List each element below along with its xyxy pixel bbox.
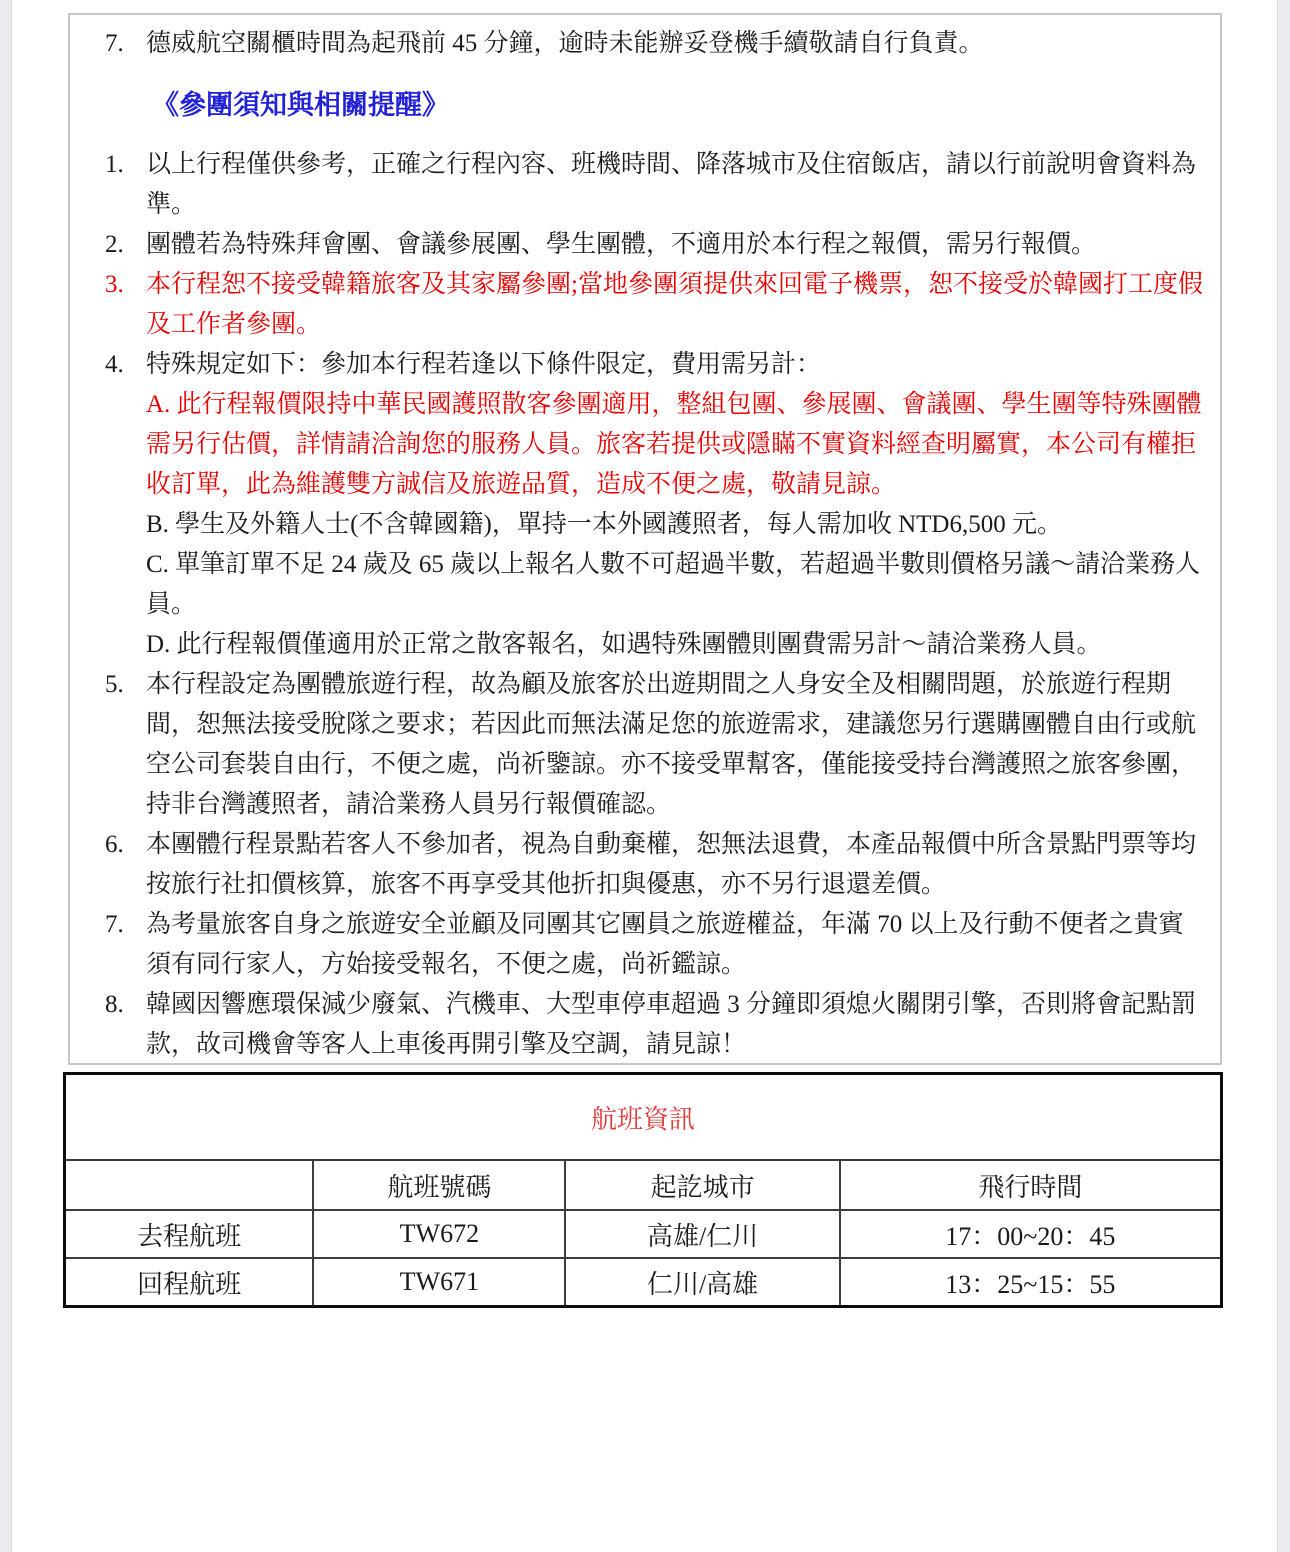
- flight-row-time: 13：25~15：55: [840, 1258, 1222, 1307]
- flight-row-route: 仁川/高雄: [565, 1258, 839, 1307]
- flight-row: [65, 1210, 1222, 1258]
- notice-subitem-A: A. 此行程報價限持中華民國護照散客參團適用，整組包團、參展團、會議團、學生團等特殊團體需另行估價，詳情請洽詢您的服務人員。旅客若提供或隱瞞不實資料經查明屬實，本公司有權拒收訂單，此為維護雙方誠信及旅遊品質，造成不便之處，敬請見諒。: [146, 391, 1202, 498]
- flight-info-table: [63, 1072, 1223, 1308]
- airline-counter-notice: [70, 23, 1220, 65]
- notice-text: 本行程恕不接受韓籍旅客及其家屬參團;當地參團須提供來回電子機票，恕不接受於韓國打工度假及工作者參團。: [146, 271, 1203, 338]
- flight-row-route: 高雄/仁川: [565, 1210, 839, 1258]
- flight-row: [65, 1258, 1222, 1307]
- notice-item-8: [70, 985, 1220, 1065]
- notice-number: 2.: [105, 231, 124, 258]
- header-flight-time: 飛行時間: [840, 1160, 1222, 1210]
- header-route: 起訖城市: [565, 1160, 839, 1210]
- notice-text: 團體若為特殊拜會團、會議參展團、學生團體，不適用於本行程之報價，需另行報價。: [146, 231, 1097, 258]
- notice-subitem-B: B. 學生及外籍人士(不含韓國籍)，單持一本外國護照者，每人需加收 NTD6,500 元。: [146, 511, 1062, 538]
- flight-row-number: TW671: [313, 1258, 565, 1307]
- left-page-gutter: [0, 0, 12, 1552]
- notice-item-2: [70, 225, 1220, 265]
- flight-row-label: 回程航班: [65, 1258, 314, 1307]
- notice-number: 7.: [105, 30, 124, 57]
- notice-item-4: [70, 345, 1220, 385]
- notice-number: 8.: [105, 991, 124, 1018]
- flight-row-label: 去程航班: [65, 1210, 314, 1258]
- notice-text: 德威航空關櫃時間為起飛前 45 分鐘，逾時未能辦妥登機手續敬請自行負責。: [146, 30, 984, 57]
- notice-subitem-C: C. 單筆訂單不足 24 歲及 65 歲以上報名人數不可超過半數，若超過半數則價格另議～請洽業務人員。: [146, 551, 1201, 618]
- right-page-gutter: [1277, 0, 1290, 1552]
- notice-text: 韓國因響應環保減少廢氣、汽機車、大型車停車超過 3 分鐘即須熄火關閉引擎，否則將會記點罰款，故司機會等客人上車後再開引擎及空調，請見諒！: [146, 991, 1197, 1058]
- notice-item-7: [70, 905, 1220, 985]
- flight-table-title: 航班資訊: [65, 1074, 1222, 1161]
- notice-text: 本行程設定為團體旅遊行程，故為顧及旅客於出遊期間之人身安全及相關問題，於旅遊行程期間，恕無法接受脫隊之要求；若因此而無法滿足您的旅遊需求，建議您另行選購團體自由行或航空公司套裝自由行，不便之處，尚祈鑒諒。亦不接受單幫客，僅能接受持台灣護照之旅客參團，持非台灣護照者，請洽業務人員另行報價確認。: [146, 671, 1197, 818]
- notice-number: 1.: [105, 151, 124, 178]
- notice-subitem-D: D. 此行程報價僅適用於正常之散客報名，如遇特殊團體則團費需另計～請洽業務人員。: [146, 631, 1102, 658]
- header-empty-cell: [65, 1160, 314, 1210]
- notice-item-3: [70, 265, 1220, 345]
- notice-item-5: [70, 665, 1220, 825]
- notice-list: [70, 145, 1220, 1065]
- header-flight-number: 航班號碼: [313, 1160, 565, 1210]
- flight-table-title-row: [65, 1074, 1222, 1161]
- notice-text: 以上行程僅供參考，正確之行程內容、班機時間、降落城市及住宿飯店，請以行前說明會資料為準。: [146, 151, 1197, 218]
- flight-table-header-row: [65, 1160, 1222, 1210]
- section-heading: 《參團須知與相關提醒》: [152, 90, 449, 120]
- notice-number: 7.: [105, 911, 124, 938]
- notice-number: 5.: [105, 671, 124, 698]
- notice-item-1: [70, 145, 1220, 225]
- terms-section: [68, 13, 1222, 1065]
- flight-table-body: [65, 1210, 1222, 1307]
- notice-number: 4.: [105, 351, 124, 378]
- notice-text: 為考量旅客自身之旅遊安全並顧及同團其它團員之旅遊權益，年滿 70 以上及行動不便者之貴賓須有同行家人，方始接受報名，不便之處，尚祈鑑諒。: [146, 911, 1184, 978]
- flight-row-time: 17：00~20：45: [840, 1210, 1222, 1258]
- notice-text: 本團體行程景點若客人不參加者，視為自動棄權，恕無法退費，本產品報價中所含景點門票等均按旅行社扣價核算，旅客不再享受其他折扣與優惠，亦不另行退還差價。: [146, 831, 1197, 898]
- notice-text: 特殊規定如下：參加本行程若逢以下條件限定，費用需另計：: [146, 351, 822, 378]
- notice-item-6: [70, 825, 1220, 905]
- notice-number: 3.: [105, 271, 124, 298]
- flight-row-number: TW672: [313, 1210, 565, 1258]
- notice-number: 6.: [105, 831, 124, 858]
